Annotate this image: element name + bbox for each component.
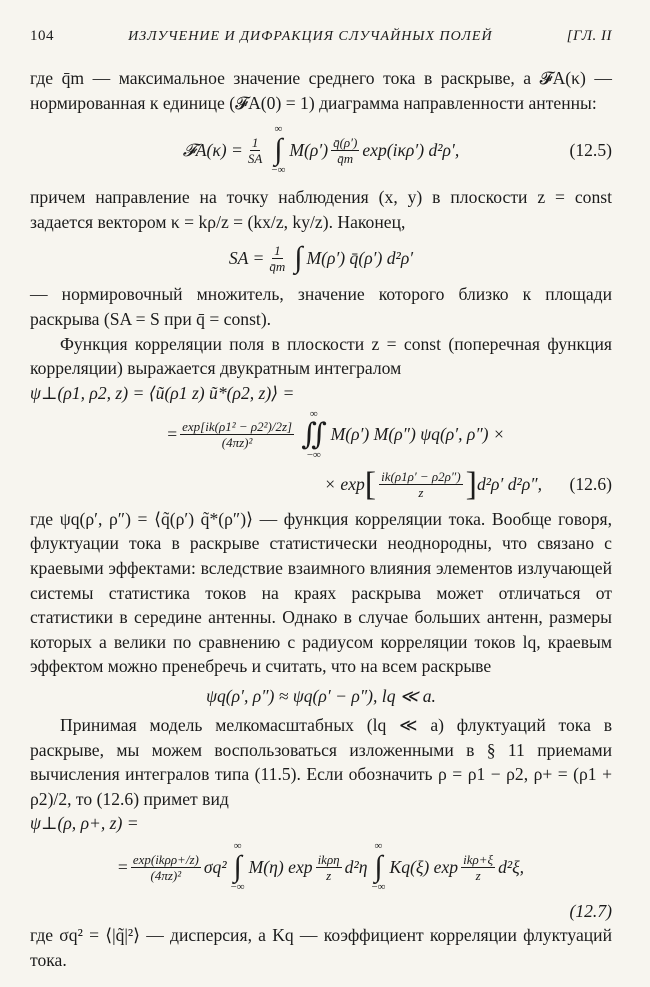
eq-12-5-frac2-den: q̄m [337,150,354,166]
eq-s-integral: ∫ [294,241,303,275]
eq-s-frac [267,243,287,274]
eq-12-7-int1-lower: −∞ [230,881,245,894]
eq-12-5-body2: exp(iκρ′) d²ρ′, [362,139,460,160]
eq-12-5-frac2-num: q̄(ρ′) [333,134,358,150]
eq-approx-text: ψq(ρ′, ρ″) ≈ ψq(ρ′ − ρ″), lq ≪ a. [206,685,436,706]
eq-12-7-body4: d²ξ, [498,856,525,877]
eq-12-7-body3: Kq(ξ) exp [389,856,459,877]
eq-12-6-line3-post: d²ρ′ d²ρ″, [476,474,542,495]
eq-12-7-line1: ψ⊥(ρ, ρ+, z) = [30,812,139,833]
eq-12-6-int-lower: −∞ [306,448,321,461]
eq-12-5-body1: M(ρ′) [289,139,329,160]
eq-12-6-number: (12.6) [569,474,612,495]
eq-12-7-int1-upper: ∞ [233,840,242,853]
eq-12-7-body1: M(η) exp [248,856,313,877]
equation-12-7-line2: = $\frac{\text{exp(ikρρ+/z)}}{\text{(4πz)²}}$ σq² ∞ ∫ −∞ M(η) exp $\frac{\text{ikρη}}{z}$ d²η ∞ ∫ −∞ Kq(ξ) exp $\frac{\text{ikρ+ξ}}{z}$ d²ξ, [117,840,525,894]
eq-12-7-frac2-den: z [326,867,332,883]
paragraph-2: причем направление на точку наблюдения (x, y) в плоскости z = const задается вектором κ = kρ/z = (kx/z, ky/z). Наконец, [30,187,612,232]
eq-12-7-frac-num: exp(ikρρ+/z) [132,851,199,867]
eq-12-7-frac2 [316,852,342,883]
eq-12-7-sigma: σq² [203,856,227,877]
eq-12-7-frac3 [461,852,495,883]
page-header [30,28,612,45]
eq-12-5-frac [246,135,264,166]
paragraph-6: Принимая модель мелкомасштабных (lq ≪ a) флуктуаций тока в раскрыве, мы можем воспользоваться изложенными в § 11 приемами вычисления интегралов типа (11.5). Если обозначить ρ = ρ1 − ρ2, ρ+ = (ρ1 + ρ2)/2, то (12.6) примет вид [30,714,612,809]
eq-12-6-frac2-den: z [418,485,424,501]
equation-approx [30,679,612,713]
eq-12-7-int2-upper: ∞ [374,840,383,853]
eq-12-7-frac [131,852,201,883]
eq-12-7-frac3-den: z [475,867,481,883]
eq-12-7-int2-lower: −∞ [371,881,386,894]
paragraph-4: Функция корреляции поля в плоскости z = const (поперечная функция корреляции) выражается двукратным интегралом [30,333,612,379]
chapter-label: [ГЛ. II [566,28,612,44]
eq-12-7-frac2-num: ikρη [317,851,340,867]
paragraph-1: где q̄m — максимальное значение среднего тока в раскрыве, а 𝓕A(κ) — нормированная к единице (𝓕A(0) = 1) диаграмма направленности антенны: [30,68,612,113]
page-body [30,66,612,972]
page-number: 104 [30,28,54,44]
paragraph-3: — нормировочный множитель, значение которого близко к площади раскрыва (SA = S при q̄ = const). [30,284,612,329]
eq-12-5-integral: ∞ ∫ −∞ [271,123,286,177]
eq-12-5-int-lower: −∞ [271,164,286,177]
eq-12-7-body2: d²η [344,856,368,877]
equation-12-6-line1 [30,381,612,407]
eq-12-7-number: (12.7) [569,900,612,921]
eq-12-5-int-upper: ∞ [274,123,283,136]
equation-12-7-number-line [30,899,612,923]
eq-12-5-number: (12.5) [569,139,612,160]
eq-12-7-frac-den: (4πz)² [150,867,182,883]
equation-12-6-line3: × exp [ $\frac{ik(\rho 1\rho' - \rho 2\rho'')}{z}$ ] d²ρ′ d²ρ″, (12.6) [324,465,612,503]
eq-12-6-frac2 [379,469,463,500]
eq-12-5-frac-num: 1 [251,134,259,150]
eq-12-6-body1: M(ρ′) M(ρ″) ψq(ρ′, ρ″) × [330,424,505,445]
equation-s-a [30,234,612,282]
running-title: ИЗЛУЧЕНИЕ И ДИФРАКЦИЯ СЛУЧАЙНЫХ ПОЛЕЙ [128,29,493,44]
eq-12-6-frac-num: exp[ik(ρ1² − ρ2²)/2z] [182,419,293,435]
eq-12-6-frac2-num: ik(ρ1ρ′ − ρ2ρ″) [381,469,461,485]
equation-12-5 [30,115,612,185]
eq-12-6-line1: ψ⊥(ρ1, ρ2, z) = ⟨ũ(ρ1 z) ũ*(ρ2, z)⟩ = [30,383,295,404]
eq-12-6-int-upper: ∞ [309,407,318,420]
eq-12-7-integral-1: ∞ ∫ −∞ [230,840,245,894]
eq-12-6-integral: ∞ ∬ −∞ [301,407,327,461]
paragraph-7: где σq² = ⟨|q̃|²⟩ — дисперсия, а Kq — коэффициент корреляции флуктуаций тока. [30,925,612,970]
eq-s-frac-den: q̄m [269,258,286,274]
eq-s-body: M(ρ′) q̄(ρ′) d²ρ′ [306,248,414,269]
eq-12-5-frac-den: SA [247,150,263,166]
eq-12-5-frac2 [331,135,359,166]
eq-s-lhs: SA = [228,248,265,269]
eq-12-6-frac-den: (4πz)² [221,435,253,451]
equation-12-7-line1 [30,811,612,835]
eq-12-5-lhs: 𝓕A(κ) = [182,139,243,160]
paragraph-5: где ψq(ρ′, ρ″) = ⟨q̃(ρ′) q̃*(ρ″)⟩ — функция корреляции тока. Вообще говоря, флуктуации тока в раскрыве статистически неоднородны, что связано с краевыми эффектами: вследствие взаимного влияния элементов излучающей системы статистика токов на краях раскрыва может отличаться от статистики в середине антенны. Однако в случае больших антенн, размеры которых a велики по сравнению с радиусом корреляции токов lq, краевым эффектом можно пренебречь и считать, что на всем раскрыве [30,508,612,677]
eq-12-7-integral-2: ∞ ∫ −∞ [371,840,386,894]
eq-12-7-frac3-num: ikρ+ξ [463,851,494,867]
equation-12-6-line2: = $\frac{\text{exp[ik(ρ1² − ρ2²)/2z]}}{\text{(4πz)²}}$ ∞ ∬ −∞ M(ρ′) M(ρ″) ψq(ρ′, ρ″) × [167,407,505,461]
eq-12-6-line3-pre: × exp [324,474,365,495]
eq-12-6-frac [180,419,294,450]
eq-s-frac-num: 1 [274,242,281,258]
